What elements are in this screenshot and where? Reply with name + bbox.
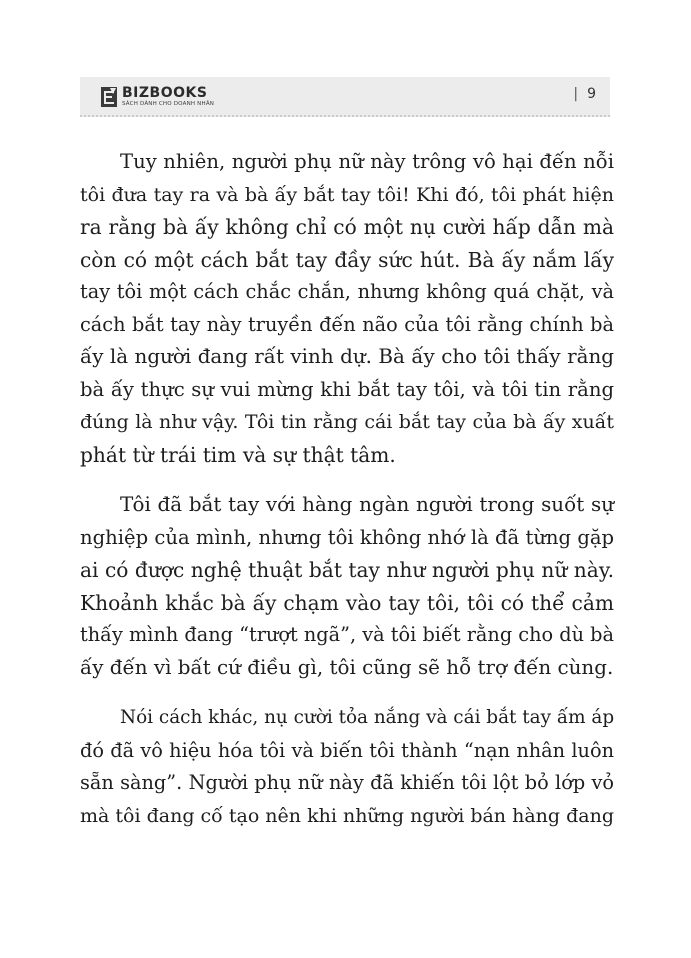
text-line: Tuy nhiên, người phụ nữ này trông vô hại đến nỗi: [120, 150, 614, 173]
page-separator: |: [573, 86, 579, 102]
text-line: tôi đưa tay ra và bà ấy bắt tay tôi! Khi đó, tôi phát hiện: [80, 183, 614, 206]
page-header: [80, 77, 610, 117]
page-number-area: [573, 86, 596, 102]
paragraph: [80, 702, 614, 832]
bizbooks-logo: [100, 82, 214, 112]
text-line: mà tôi đang cố tạo nên khi những người bán hàng đang: [80, 804, 614, 827]
text-line: ai có được nghệ thuật bắt tay như người phụ nữ này.: [80, 558, 614, 582]
text-line: nghiệp của mình, nhưng tôi không nhớ là đã từng gặp: [80, 525, 615, 549]
page-number: 9: [587, 86, 596, 102]
text-line: Tôi đã bắt tay với hàng ngàn người trong suốt sự: [120, 493, 614, 516]
text-line: ấy đến vì bất cứ điều gì, tôi cũng sẽ hỗ trợ đến cùng.: [80, 655, 614, 679]
text-line: ấy là người đang rất vinh dự. Bà ấy cho tôi thấy rằng: [80, 345, 614, 368]
body-text: [80, 146, 614, 850]
text-line: thấy mình đang “trượt ngã”, và tôi biết rằng cho dù bà: [80, 623, 614, 646]
text-line: tay tôi một cách chắc chắn, nhưng không quá chặt, và: [80, 280, 614, 303]
text-line: đó đã vô hiệu hóa tôi và biến tôi thành “nạn nhân luôn: [80, 738, 614, 762]
text-line: Nói cách khác, nụ cười tỏa nắng và cái bắt tay ấm áp: [120, 707, 615, 728]
brand-tagline: SÁCH DÀNH CHO DOANH NHÂN: [122, 101, 215, 108]
text-line: cách bắt tay này truyền đến não của tôi rằng chính bà: [80, 312, 614, 336]
text-line: ra rằng bà ấy không chỉ có một nụ cười hấp dẫn mà: [80, 215, 614, 239]
paragraph: [80, 489, 614, 684]
brand-name: BIZBOOKS: [122, 85, 208, 102]
text-line: đúng là như vậy. Tôi tin rằng cái bắt tay của bà ấy xuất: [80, 411, 614, 433]
text-line: phát từ trái tim và sự thật tâm.: [80, 442, 396, 467]
text-line: Khoảnh khắc bà ấy chạm vào tay tôi, tôi có thể cảm: [80, 590, 614, 615]
text-line: bà ấy thực sự vui mừng khi bắt tay tôi, và tôi tin rằng: [80, 377, 614, 401]
text-line: sẵn sàng”. Người phụ nữ này đã khiến tôi lột bỏ lớp vỏ: [80, 771, 614, 794]
bizbooks-logo-icon: [100, 85, 118, 109]
paragraph: [80, 146, 614, 471]
text-line: còn có một cách bắt tay đầy sức hút. Bà ấy nắm lấy: [80, 247, 614, 272]
